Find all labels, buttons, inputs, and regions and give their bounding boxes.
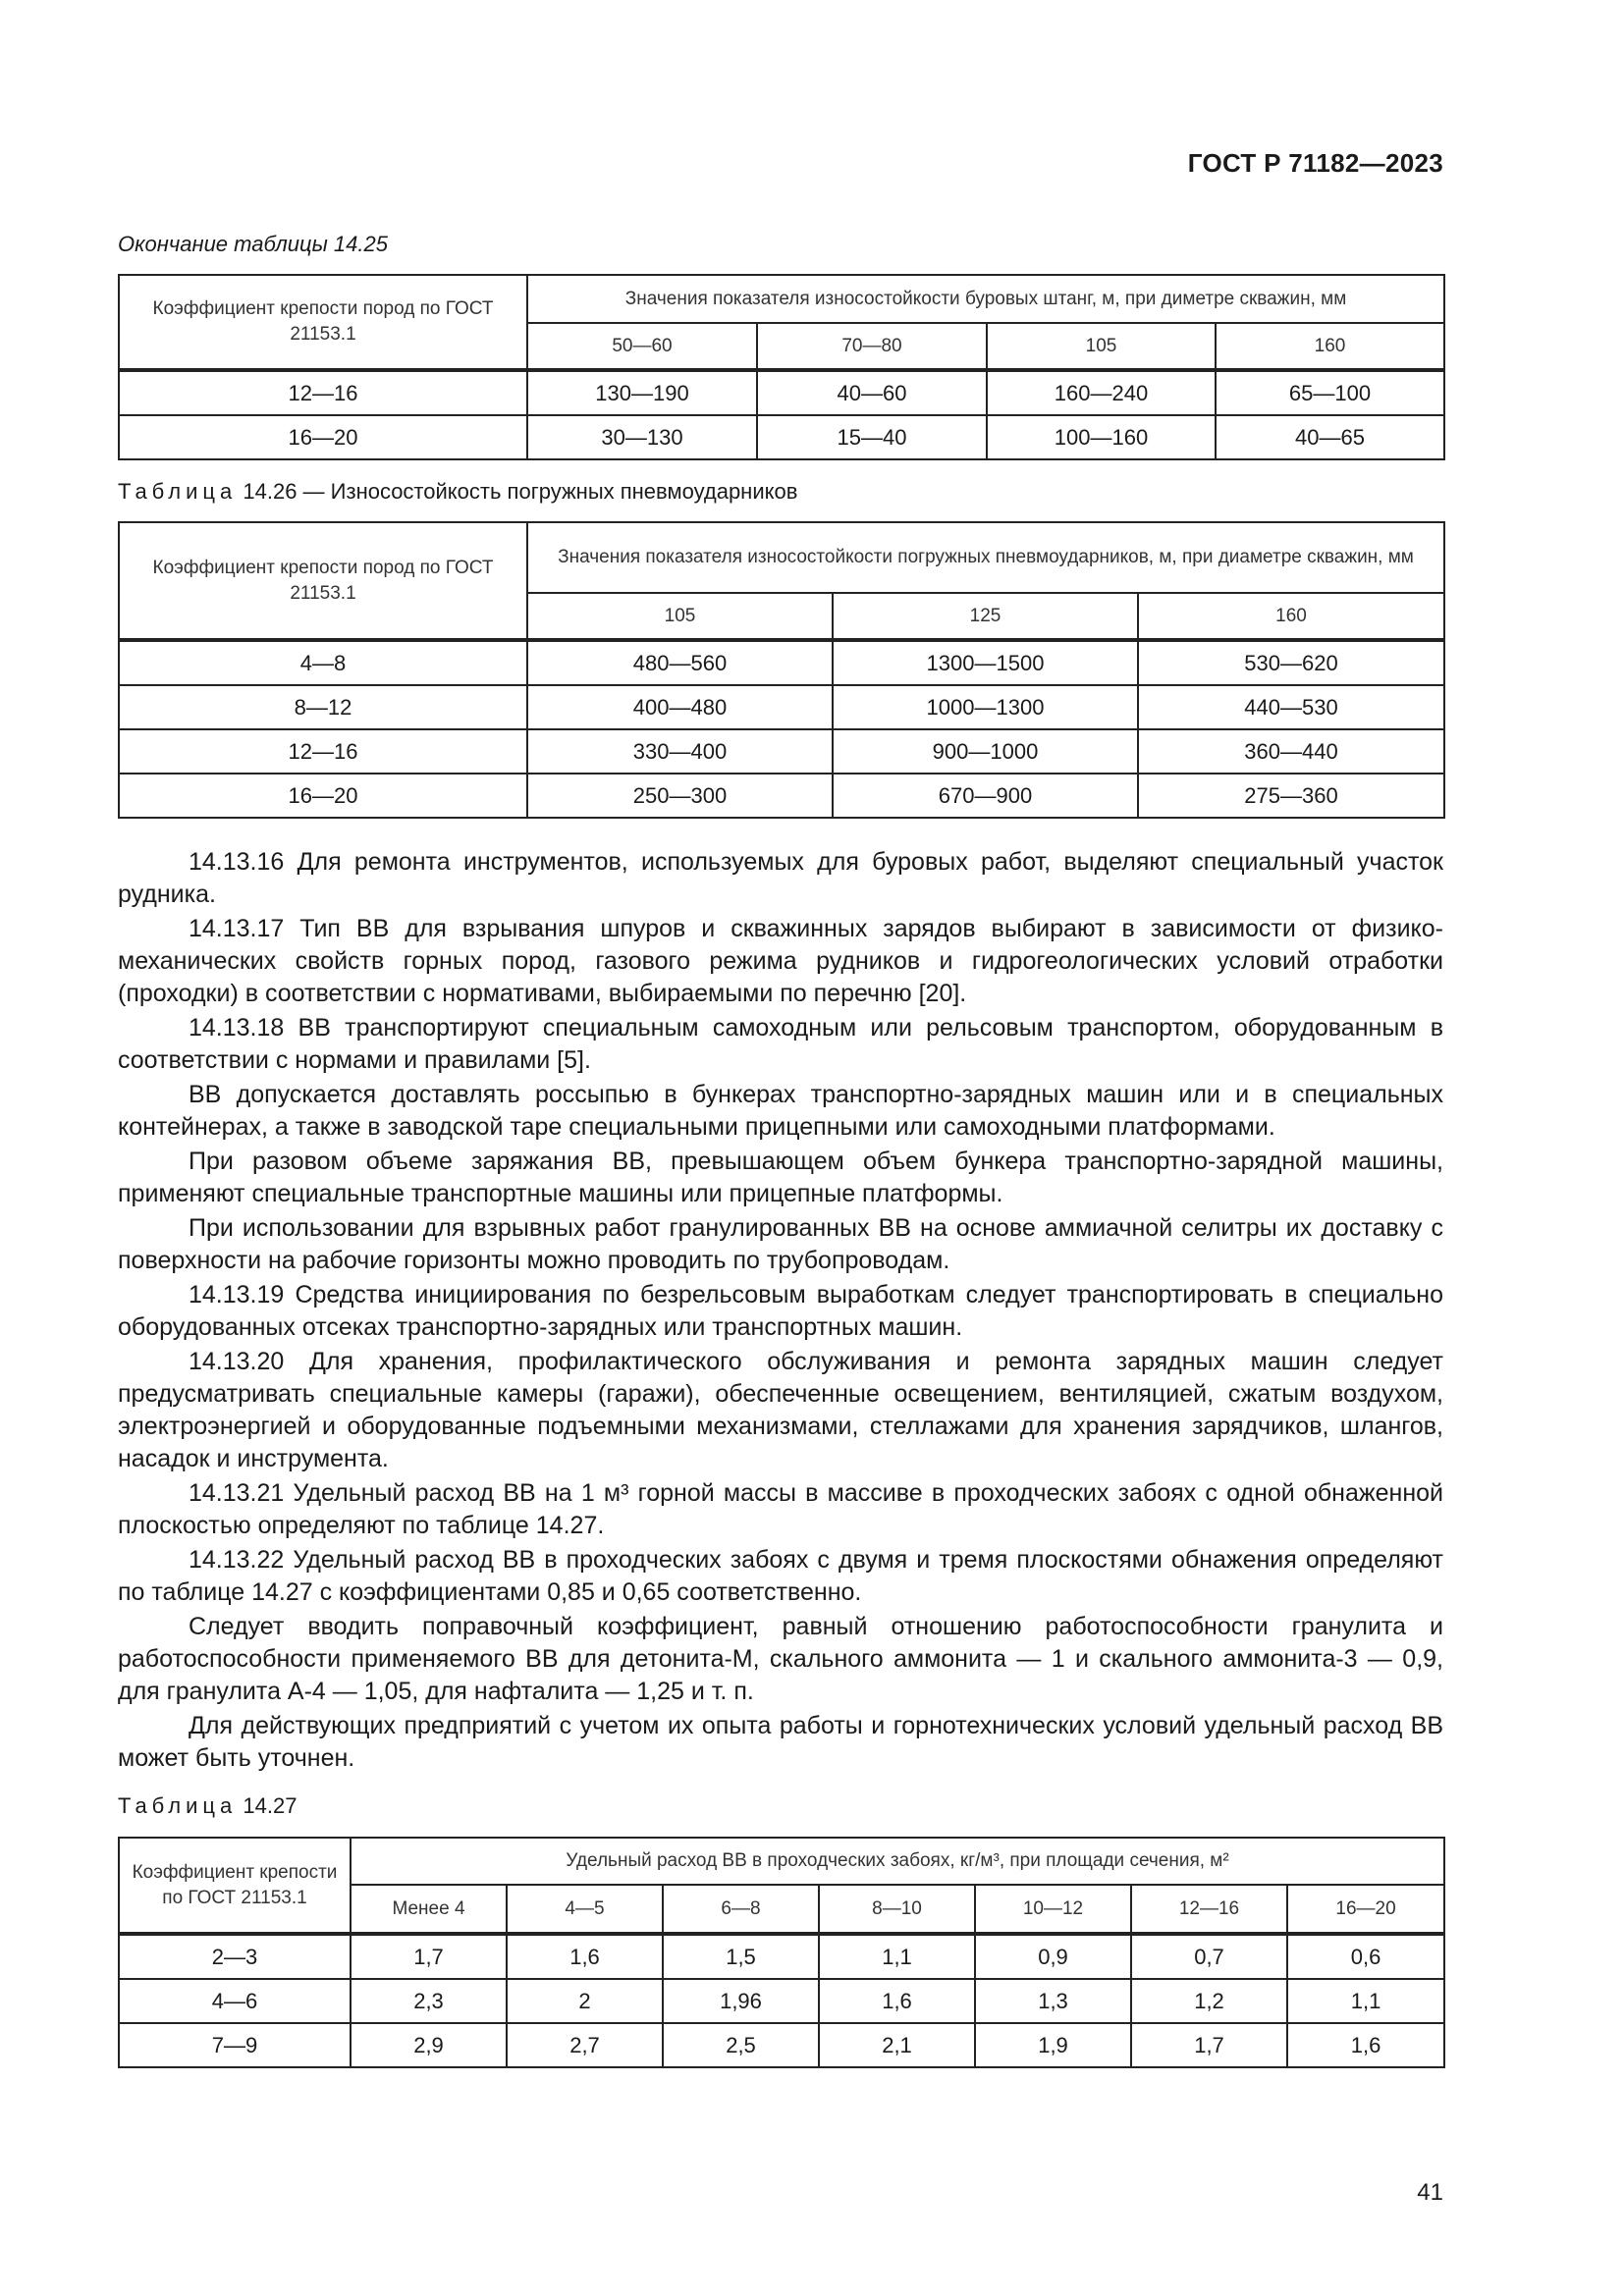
table-cell: 40—60: [757, 370, 987, 415]
table-cell: 1,96: [663, 1979, 819, 2023]
paragraph: 14.13.18 ВВ транспортируют специальным самоходным или рельсовым транспортом, оборудованным в соответствии с нормами и правилами [5].: [118, 1014, 1443, 1074]
table-cell: 4—8: [119, 640, 527, 685]
paragraph: При разовом объеме заряжания ВВ, превышающем объем бункера транспортно-зарядной машины, применяют специальные транспортные машины или прицепные платформы.: [118, 1148, 1443, 1207]
column-header: 105: [527, 593, 833, 640]
column-header: 4—5: [507, 1885, 663, 1934]
table-14-27-caption: [118, 1793, 297, 1819]
table-cell: 900—1000: [833, 729, 1138, 774]
table-14-26-caption: [118, 479, 797, 505]
paragraph: 14.13.16 Для ремонта инструментов, используемых для буровых работ, выделяют специальный участок рудника.: [118, 848, 1443, 908]
paragraph: 14.13.17 Тип ВВ для взрывания шпуров и скважинных зарядов выбирают в зависимости от физико-механических свойств горных пород, газового режима рудников и гидрогеологических условий отработки (проходки) в соответствии с нормативами, выбираемыми по перечню [20].: [118, 915, 1443, 1007]
table-row: [119, 1934, 1444, 1979]
table-cell: 400—480: [527, 685, 833, 729]
table-cell: 1,1: [819, 1934, 975, 1979]
group-header: Значения показателя износостойкости буровых штанг, м, при диметре скважин, мм: [527, 275, 1444, 323]
table-cell: 65—100: [1216, 370, 1444, 415]
table-row: [119, 370, 1444, 415]
table-14-25: [118, 274, 1445, 460]
table-row: [119, 729, 1444, 774]
table-row: [119, 774, 1444, 818]
table-cell: 8—12: [119, 685, 527, 729]
table-cell: 2,1: [819, 2023, 975, 2067]
table-14-25-caption: Окончание таблицы 14.25: [118, 232, 388, 256]
table-cell: 330—400: [527, 729, 833, 774]
table-cell: 1300—1500: [833, 640, 1138, 685]
table-row: [119, 415, 1444, 459]
left-header: Коэффициент крепости по ГОСТ 21153.1: [119, 1838, 351, 1934]
column-header: 16—20: [1287, 1885, 1444, 1934]
caption-prefix: Таблица: [118, 1793, 238, 1818]
table-cell: 1,6: [1287, 2023, 1444, 2067]
table-cell: 1,1: [1287, 1979, 1444, 2023]
table-cell: 0,9: [975, 1934, 1131, 1979]
table-row: [119, 1979, 1444, 2023]
table-cell: 2: [507, 1979, 663, 2023]
group-header: Удельный расход ВВ в проходческих забоях, кг/м³, при площади сечения, м²: [351, 1838, 1444, 1885]
table-cell: 1,5: [663, 1934, 819, 1979]
table-cell: 12—16: [119, 729, 527, 774]
table-cell: 2,9: [351, 2023, 507, 2067]
column-header: 50—60: [527, 323, 757, 370]
table-cell: 40—65: [1216, 415, 1444, 459]
paragraph: Для действующих предприятий с учетом их опыта работы и горнотехнических условий удельный расход ВВ может быть уточнен.: [118, 1712, 1443, 1772]
column-header: 6—8: [663, 1885, 819, 1934]
column-header: 160: [1216, 323, 1444, 370]
table-cell: 1,6: [507, 1934, 663, 1979]
paragraph: 14.13.21 Удельный расход ВВ на 1 м³ горной массы в массиве в проходческих забоях с одной обнаженной плоскостью определяют по таблице 14.27.: [118, 1479, 1443, 1539]
table-cell: 7—9: [119, 2023, 351, 2067]
table-cell: 440—530: [1138, 685, 1444, 729]
table-cell: 480—560: [527, 640, 833, 685]
table-cell: 1,7: [351, 1934, 507, 1979]
table-cell: 160—240: [987, 370, 1216, 415]
column-header: 160: [1138, 593, 1444, 640]
table-row: [119, 640, 1444, 685]
table-row: [119, 2023, 1444, 2067]
table-cell: 275—360: [1138, 774, 1444, 818]
table-cell: 530—620: [1138, 640, 1444, 685]
table-cell: 360—440: [1138, 729, 1444, 774]
page-number: 41: [1417, 2179, 1443, 2206]
paragraph: Следует вводить поправочный коэффициент, равный отношению работоспособности гранулита и работоспособности применяемого ВВ для детонита-М, скального аммонита — 1 и скального аммонита-3 — 0,9, для гранулита А-4 — 1,05, для нафталита — 1,25 и т. п.: [118, 1613, 1443, 1705]
body-text: [118, 846, 1443, 1777]
table-cell: 100—160: [987, 415, 1216, 459]
caption-title: 14.27: [243, 1793, 298, 1818]
table-cell: 16—20: [119, 415, 527, 459]
table-cell: 130—190: [527, 370, 757, 415]
table-cell: 1,2: [1131, 1979, 1287, 2023]
table-cell: 0,7: [1131, 1934, 1287, 1979]
table-cell: 16—20: [119, 774, 527, 818]
caption-title: 14.26 — Износостойкость погружных пневмоударников: [243, 479, 798, 504]
left-header: Коэффициент крепости пород по ГОСТ 21153.1: [119, 522, 527, 640]
table-cell: 1,9: [975, 2023, 1131, 2067]
column-header: 105: [987, 323, 1216, 370]
column-header: 8—10: [819, 1885, 975, 1934]
paragraph: При использовании для взрывных работ гранулированных ВВ на основе аммиачной селитры их доставку с поверхности на рабочие горизонты можно проводить по трубопроводам.: [118, 1214, 1443, 1274]
table-cell: 0,6: [1287, 1934, 1444, 1979]
paragraph: 14.13.20 Для хранения, профилактического обслуживания и ремонта зарядных машин следует предусматривать специальные камеры (гаражи), обеспеченные освещением, вентиляцией, сжатым воздухом, электроэнергией и оборудованные подъемными механизмами, стеллажами для хранения зарядчиков, шлангов, насадок и инструмента.: [118, 1348, 1443, 1472]
paragraph: 14.13.19 Средства инициирования по безрельсовым выработкам следует транспортировать в специально оборудованных отсеках транспортно-зарядных или транспортных машин.: [118, 1281, 1443, 1341]
table-cell: 2,7: [507, 2023, 663, 2067]
column-header: 70—80: [757, 323, 987, 370]
table-cell: 1,3: [975, 1979, 1131, 2023]
table-cell: 250—300: [527, 774, 833, 818]
table-cell: 12—16: [119, 370, 527, 415]
table-cell: 2—3: [119, 1934, 351, 1979]
left-header: Коэффициент крепости пород по ГОСТ 21153.1: [119, 275, 527, 370]
table-cell: 1,6: [819, 1979, 975, 2023]
paragraph: ВВ допускается доставлять россыпью в бункерах транспортно-зарядных машин или и в специальных контейнерах, а также в заводской таре специальными прицепными или самоходными платформами.: [118, 1081, 1443, 1141]
standard-code: ГОСТ Р 71182—2023: [1187, 148, 1443, 178]
table-cell: 2,5: [663, 2023, 819, 2067]
column-header: 125: [833, 593, 1138, 640]
table-cell: 15—40: [757, 415, 987, 459]
table-cell: 1000—1300: [833, 685, 1138, 729]
column-header: 10—12: [975, 1885, 1131, 1934]
column-header: Менее 4: [351, 1885, 507, 1934]
group-header: Значения показателя износостойкости погружных пневмоударников, м, при диаметре скважин, мм: [527, 522, 1444, 593]
document-page: [118, 0, 1443, 2296]
table-cell: 2,3: [351, 1979, 507, 2023]
caption-prefix: Таблица: [118, 479, 238, 504]
table-cell: 30—130: [527, 415, 757, 459]
paragraph: 14.13.22 Удельный расход ВВ в проходческих забоях с двумя и тремя плоскостями обнажения определяют по таблице 14.27 с коэффициентами 0,85 и 0,65 соответственно.: [118, 1546, 1443, 1606]
table-14-26: [118, 521, 1445, 819]
table-cell: 1,7: [1131, 2023, 1287, 2067]
table-cell: 4—6: [119, 1979, 351, 2023]
table-row: [119, 685, 1444, 729]
table-14-27: [118, 1837, 1445, 2068]
column-header: 12—16: [1131, 1885, 1287, 1934]
table-cell: 670—900: [833, 774, 1138, 818]
